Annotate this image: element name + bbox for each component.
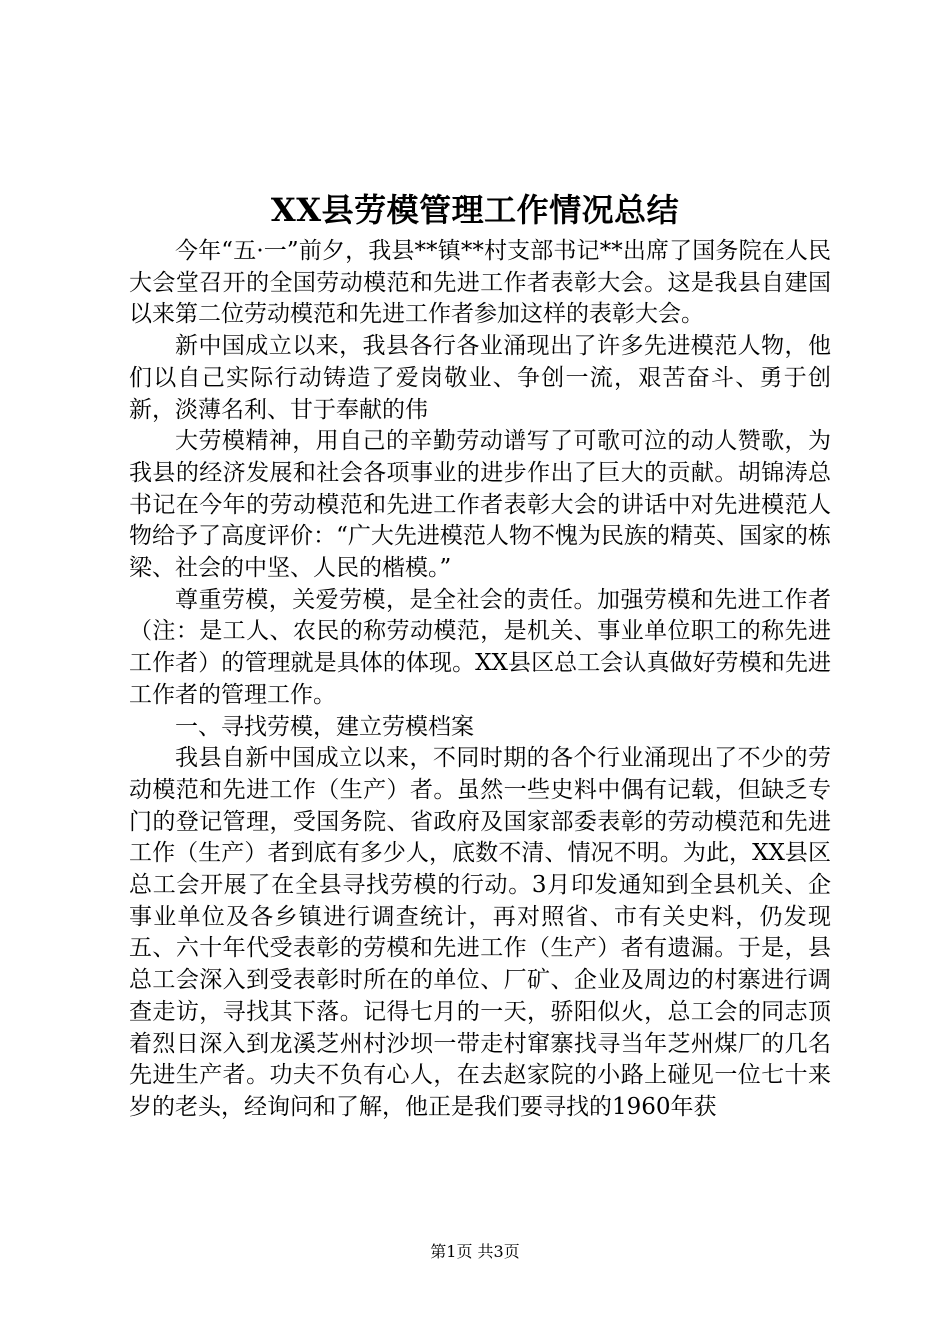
paragraph: 新中国成立以来，我县各行各业涌现出了许多先进模范人物，他们以自己实际行动铸造了爱岗敬业、争创一流，艰苦奋斗、勇于创新，淡薄名利、甘于奉献的伟 — [129, 333, 831, 423]
paragraph: 尊重劳模，关爱劳模，是全社会的责任。加强劳模和先进工作者（注：是工人、农民的称劳动模范，是机关、事业单位职工的称先进工作者）的管理就是具体的体现。XX县区总工会认真做好劳模和先进工作者的管理工作。 — [129, 586, 831, 708]
document-body — [129, 236, 831, 1124]
page-footer: 第1页 共3页 — [430, 1242, 520, 1261]
section-heading: 一、寻找劳模，建立劳模档案 — [175, 713, 474, 740]
document-title: XX县劳模管理工作情况总结 — [270, 191, 680, 229]
paragraph: 我县自新中国成立以来，不同时期的各个行业涌现出了不少的劳动模范和先进工作（生产）者。虽然一些史料中偶有记载，但缺乏专门的登记管理，受国务院、省政府及国家部委表彰的劳动模范和先进工作（生产）者到底有多少人，底数不清、情况不明。为此，XX县区总工会开展了在全县寻找劳模的行动。3月印发通知到全县机关、企事业单位及各乡镇进行调查统计，再对照省、市有关史料，仍发现五、六十年代受表彰的劳模和先进工作（生产）者有遗漏。于是，县总工会深入到受表彰时所在的单位、厂矿、企业及周边的村寨进行调查走访，寻找其下落。记得七月的一天，骄阳似火，总工会的同志顶着烈日深入到龙溪芝州村沙坝一带走村窜寨找寻当年芝州煤厂的几名先进生产者。功夫不负有心人，在去赵家院的小路上碰见一位七十来岁的老头，经询问和了解，他正是我们要寻找的1960年获 — [129, 745, 831, 1120]
paragraph: 今年“五·一”前夕，我县**镇**村支部书记**出席了国务院在人民大会堂召开的全国劳动模范和先进工作者表彰大会。这是我县自建国以来第二位劳动模范和先进工作者参加这样的表彰大会。 — [129, 238, 831, 328]
paragraph: 大劳模精神，用自己的辛勤劳动谱写了可歌可泣的动人赞歌，为我县的经济发展和社会各项事业的进步作出了巨大的贡献。胡锦涛总书记在今年的劳动模范和先进工作者表彰大会的讲话中对先进模范人物给予了高度评价：“广大先进模范人物不愧为民族的精英、国家的栋梁、社会的中坚、人民的楷模。” — [129, 428, 831, 582]
